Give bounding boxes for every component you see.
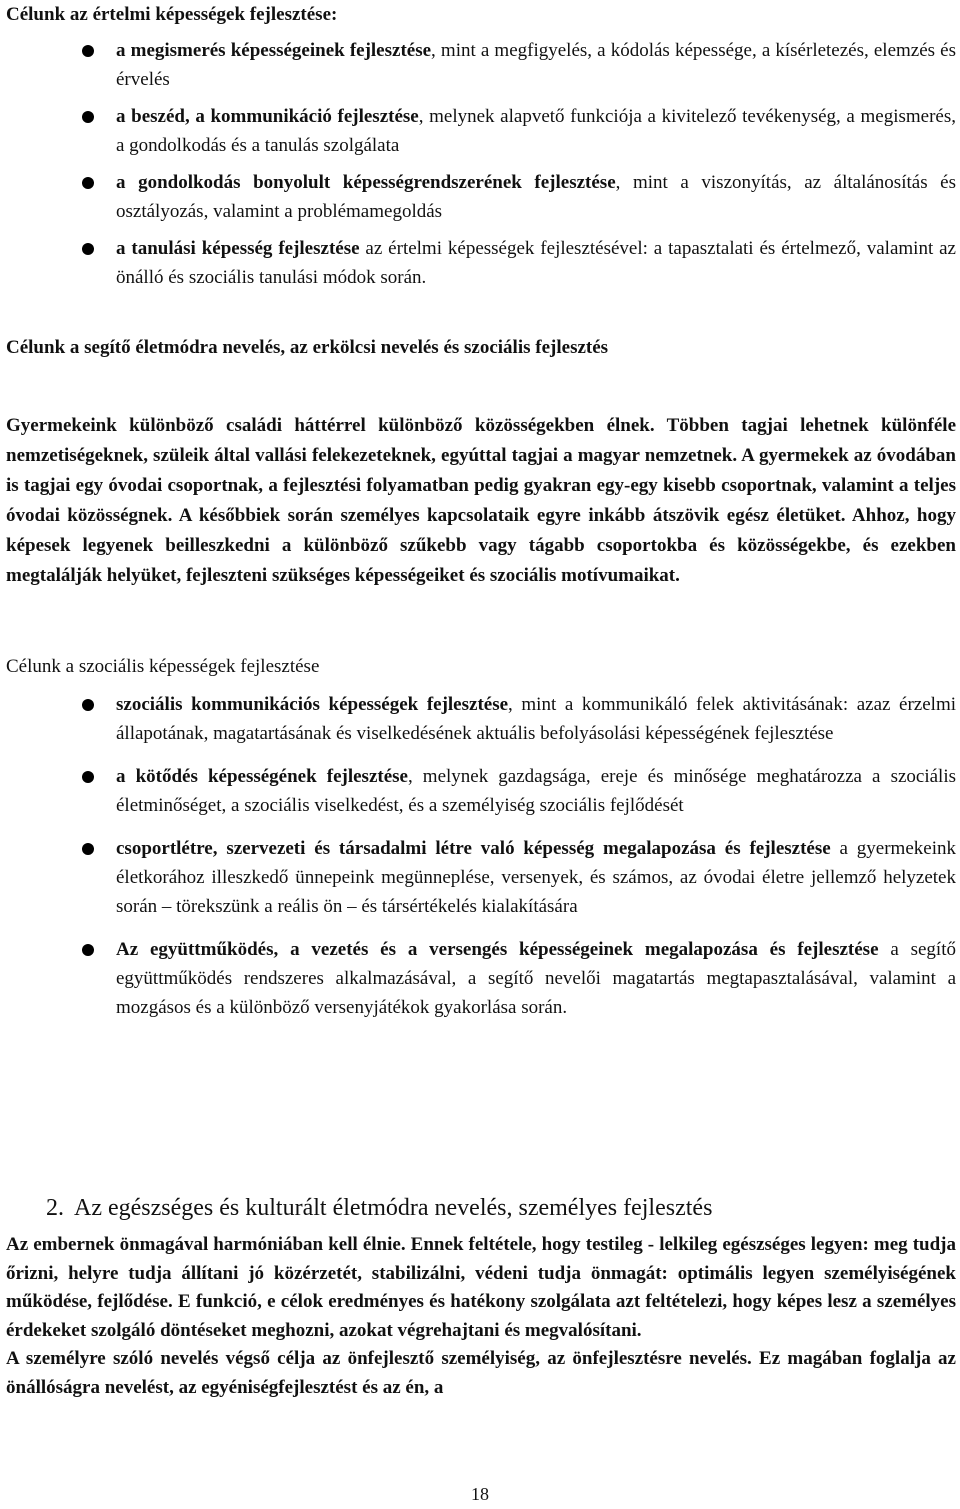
item-text: a segítő együttműködés rendszeres alkalmazásával, a segítő nevelői magatartás megtapasztalásával, valamint a mozgásos és a különböző versenyjátékok gyakorlása során. [116, 939, 956, 1018]
list-item [6, 102, 956, 160]
item-bold-text: csoportlétre, szervezeti és társadalmi létre való képesség megalapozása és fejlesztése [116, 838, 831, 859]
list-item [6, 935, 956, 1022]
item-text: , mint a megfigyelés, a kódolás képessége, a kísérletezés, elemzés és érvelés [116, 40, 957, 90]
item-bold-text: Az együttműködés, a vezetés és a versengés képességeinek megalapozása és fejlesztése [116, 939, 879, 960]
bullet-icon [82, 177, 94, 189]
bullet-icon [82, 944, 94, 956]
item-text: a gyermekeink életkorához illeszkedő ünnepeink megünneplése, versenyek, és számos, az óvodai életre jellemző helyzetek során – törekszünk a reális ön – és társértékelés kialakítására [116, 838, 956, 917]
bullet-icon [82, 111, 94, 123]
paragraph-healthy-lifestyle [6, 1231, 956, 1402]
list-item [6, 36, 956, 94]
list-item [6, 234, 956, 292]
item-bold-text: a gondolkodás bonyolult képességrendszerének fejlesztése [116, 172, 616, 193]
item-bold-text: a megismerés képességeinek fejlesztése [116, 40, 432, 61]
item-text: , melynek gazdagsága, ereje és minősége meghatározza a szociális életminőséget, a szociális viselkedést, és a személyiség szociális fejlődését [116, 766, 956, 816]
item-text: , mint a viszonyítás, az általánosítás és osztályozás, valamint a problémamegoldás [116, 172, 956, 222]
heading-intellectual-skills: Célunk az értelmi képességek fejlesztése: [6, 4, 338, 25]
bullet-icon [82, 699, 94, 711]
bullet-icon [82, 243, 94, 255]
item-bold-text: a kötődés képességének fejlesztése [116, 766, 408, 787]
item-bold-text: a beszéd, a kommunikáció fejlesztése [116, 106, 419, 127]
item-text: , melynek alapvető funkciója a kivitelező tevékenység, a megismerés, a gondolkodás és a tanulás szolgálata [116, 106, 956, 156]
bullet-icon [82, 843, 94, 855]
section-number: 2. [46, 1195, 64, 1221]
item-bold-text: szociális kommunikációs képességek fejlesztése [116, 694, 509, 715]
page-number: 18 [471, 1484, 489, 1504]
list-item [6, 762, 956, 820]
heading-social-education: Célunk a segítő életmódra nevelés, az erkölcsi nevelés és szociális fejlesztés [6, 337, 609, 358]
item-text: az értelmi képességek fejlesztésével: a tapasztalati és értelmező, valamint az önálló és szociális tanulási módok során. [116, 238, 956, 288]
section-heading [46, 1192, 712, 1224]
paragraph-communities: Gyermekeink különböző családi háttérrel különböző közösségekben élnek. Többen tagjai lehetnek különféle nemzetiségeknek, szüleik által vallási felekezeteknek, egyúttal tagjai a magyar nemzetnek. A gyermekek az óvodában is tagjai egy óvodai csoportnak, a fejlesztési folyamatban pedig gyakran egy-egy kisebb csoportnak, valamint a teljes óvodai közösségnek. A későbbiek során személyes kapcsolataik egyre inkább átszövik egész életüket. Ahhoz, hogy képesek legyenek beilleszkedni a különböző szűkebb vagy tágabb csoportokba és közösségekbe, és ezekben megtalálják helyüket, fejleszteni szükséges képességeiket és szociális motívumaikat. [6, 415, 956, 586]
paragraph-text: A személyre szóló nevelés végső célja az önfejlesztő személyiség, az önfejlesztésre nevelés. Ez magában foglalja az önállóságra nevelést, az egyéniségfejlesztést és az én, a [6, 1348, 956, 1398]
list-item [6, 168, 956, 226]
section-title: Az egészséges és kulturált életmódra nevelés, személyes fejlesztés [74, 1195, 713, 1221]
list-item [6, 834, 956, 921]
list-intellectual-skills [6, 36, 956, 300]
item-bold-text: a tanulási képesség fejlesztése [116, 238, 360, 259]
item-text: , mint a kommunikáló felek aktivitásának: azaz érzelmi állapotának, magatartásának és viselkedésének aktuális befolyásolási képességének fejlesztése [116, 694, 957, 744]
heading-social-skills [6, 652, 319, 681]
heading-text: Célunk a szociális képességek fejlesztése [6, 656, 320, 677]
bullet-icon [82, 771, 94, 783]
list-item [6, 690, 956, 748]
list-social-skills [6, 690, 956, 1036]
bullet-icon [82, 45, 94, 57]
paragraph-text: Az embernek önmagával harmóniában kell élnie. Ennek feltétele, hogy testileg - lelkileg egészséges legyen: meg tudja őrizni, helyre tudja állítani jó közérzetét, stabilizálni, védeni tudja önmagát: optimális legyen személyiségének működése, fejlődése. E funkció, e célok eredményes és hatékony szolgálata azt feltételezi, hogy képes lesz a személyes érdekeket szolgáló döntéseket meghozni, azokat végrehajtani és megvalósítani. [6, 1234, 956, 1341]
